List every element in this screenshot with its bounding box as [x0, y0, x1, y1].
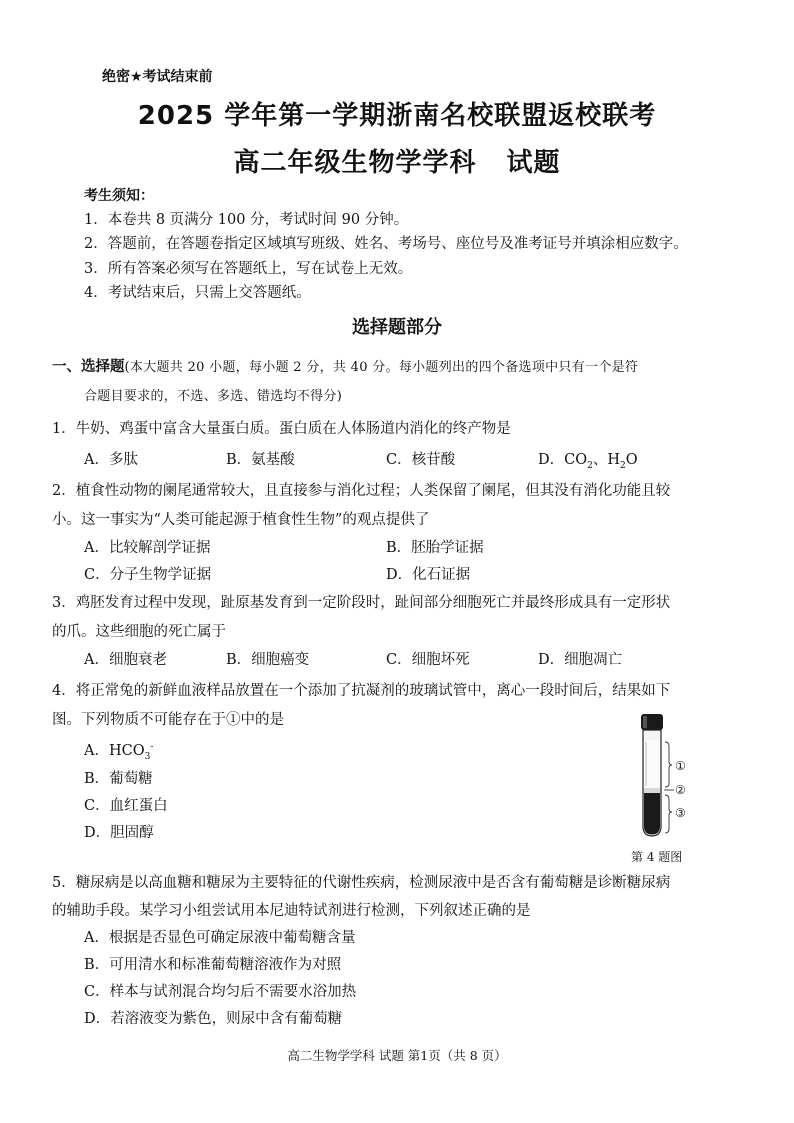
question-4-option-b: B．葡萄糖: [84, 771, 153, 787]
layer-label-1: ①: [675, 759, 686, 773]
section-instructions: (本大题共 20 小题，每小题 2 分，共 40 分。每小题列出的四个备选项中只有一个是符: [124, 360, 639, 375]
question-3-stem: 3．鸡胚发育过程中发现，趾原基发育到一定阶段时，趾间部分细胞死亡并最终形成具有一定形状: [52, 595, 671, 611]
question-2-option-d: D．化石证据: [386, 567, 471, 583]
section-title: 选择题部分: [352, 317, 442, 338]
question-3-option-b: B．细胞癌变: [226, 652, 310, 668]
question-2-stem-cont: 小。这一事实为“人类可能起源于植食性生物”的观点提供了: [52, 512, 430, 528]
question-3-stem-cont: 的爪。这些细胞的死亡属于: [52, 624, 226, 640]
question-1-option-d: D．$CO_2$、$H_2O$: [538, 452, 638, 471]
confidential-label: 绝密★考试结束前: [102, 69, 213, 85]
question-2-option-b: B．胚胎学证据: [386, 540, 484, 556]
question-3-option-d: D．细胞凋亡: [538, 652, 623, 668]
layer-label-2: ②: [675, 783, 686, 797]
question-4-stem: 4．将正常兔的新鲜血液样品放置在一个添加了抗凝剂的玻璃试管中，离心一段时间后，结果如下: [52, 683, 671, 699]
test-tube-figure: [628, 712, 698, 842]
question-3-option-a: A．细胞衰老: [84, 652, 167, 668]
layer-label-3: ③: [675, 806, 686, 820]
question-5-option-d: D．若溶液变为紫色，则尿中含有葡萄糖: [84, 1011, 343, 1027]
figure-caption: 第 4 题图: [631, 850, 683, 864]
question-1-option-c: C．核苷酸: [386, 452, 456, 468]
question-4-option-c: C．血红蛋白: [84, 798, 168, 814]
question-3-option-c: C．细胞坏死: [386, 652, 470, 668]
question-4-stem-cont: 图。下列物质不可能存在于①中的是: [52, 712, 284, 728]
paper-type-label: 试题: [506, 148, 561, 178]
question-5-stem: 5．糖尿病是以高血糖和糖尿为主要特征的代谢性疾病，检测尿液中是否含有葡萄糖是诊断糖尿病: [52, 875, 671, 891]
subject-label: 高二年级生物学学科: [233, 148, 477, 178]
red-cell-layer: [644, 793, 660, 835]
page-footer: 高二生物学学科 试题 第1页（共 8 页）: [287, 1048, 507, 1063]
exam-subtitle: [0, 142, 794, 179]
bracket-1: [665, 742, 672, 787]
notice-heading: 考生须知：: [84, 188, 154, 204]
section-instructions-cont: 合题目要求的，不选、多选、错选均不得分): [84, 389, 343, 404]
notice-item: 3．所有答案必须写在答题纸上，写在试卷上无效。: [84, 261, 413, 277]
question-4-option-a: A．$HCO_3^-$: [84, 742, 154, 762]
question-1-option-a: A．多肽: [84, 452, 138, 468]
question-5-option-a: A．根据是否显色可确定尿液中葡萄糖含量: [84, 930, 356, 946]
bracket-3: [665, 795, 672, 833]
question-1-option-b: B．氨基酸: [226, 452, 295, 468]
question-1-stem: 1．牛奶、鸡蛋中富含大量蛋白质。蛋白质在人体肠道内消化的终产物是: [52, 421, 511, 437]
question-2-option-a: A．比较解剖学证据: [84, 540, 211, 556]
question-2-option-c: C．分子生物学证据: [84, 567, 212, 583]
exam-title: 2025 学年第一学期浙南名校联盟返校联考: [137, 101, 657, 131]
question-4-option-d: D．胆固醇: [84, 825, 154, 841]
notice-item: 2．答题前，在答题卷指定区域填写班级、姓名、考场号、座位号及准考证号并填涂相应数字。: [84, 236, 688, 252]
notice-item: 1．本卷共 8 页满分 100 分，考试时间 90 分钟。: [84, 212, 409, 228]
section-heading-bold: 一、选择题: [52, 359, 125, 375]
tube-cap-highlight: [643, 716, 647, 728]
section-heading: [52, 355, 638, 376]
question-5-stem-cont: 的辅助手段。某学习小组尝试用本尼迪特试剂进行检测，下列叙述正确的是: [52, 903, 531, 919]
question-5-option-c: C．样本与试剂混合均匀后不需要水浴加热: [84, 984, 357, 1000]
buffy-coat-layer: [644, 788, 660, 793]
notice-item: 4．考试结束后，只需上交答题纸。: [84, 285, 311, 301]
question-5-option-b: B．可用清水和标准葡萄糖溶液作为对照: [84, 957, 342, 973]
question-2-stem: 2．植食性动物的阑尾通常较大，且直接参与消化过程；人类保留了阑尾，但其没有消化功能且较: [52, 483, 671, 499]
